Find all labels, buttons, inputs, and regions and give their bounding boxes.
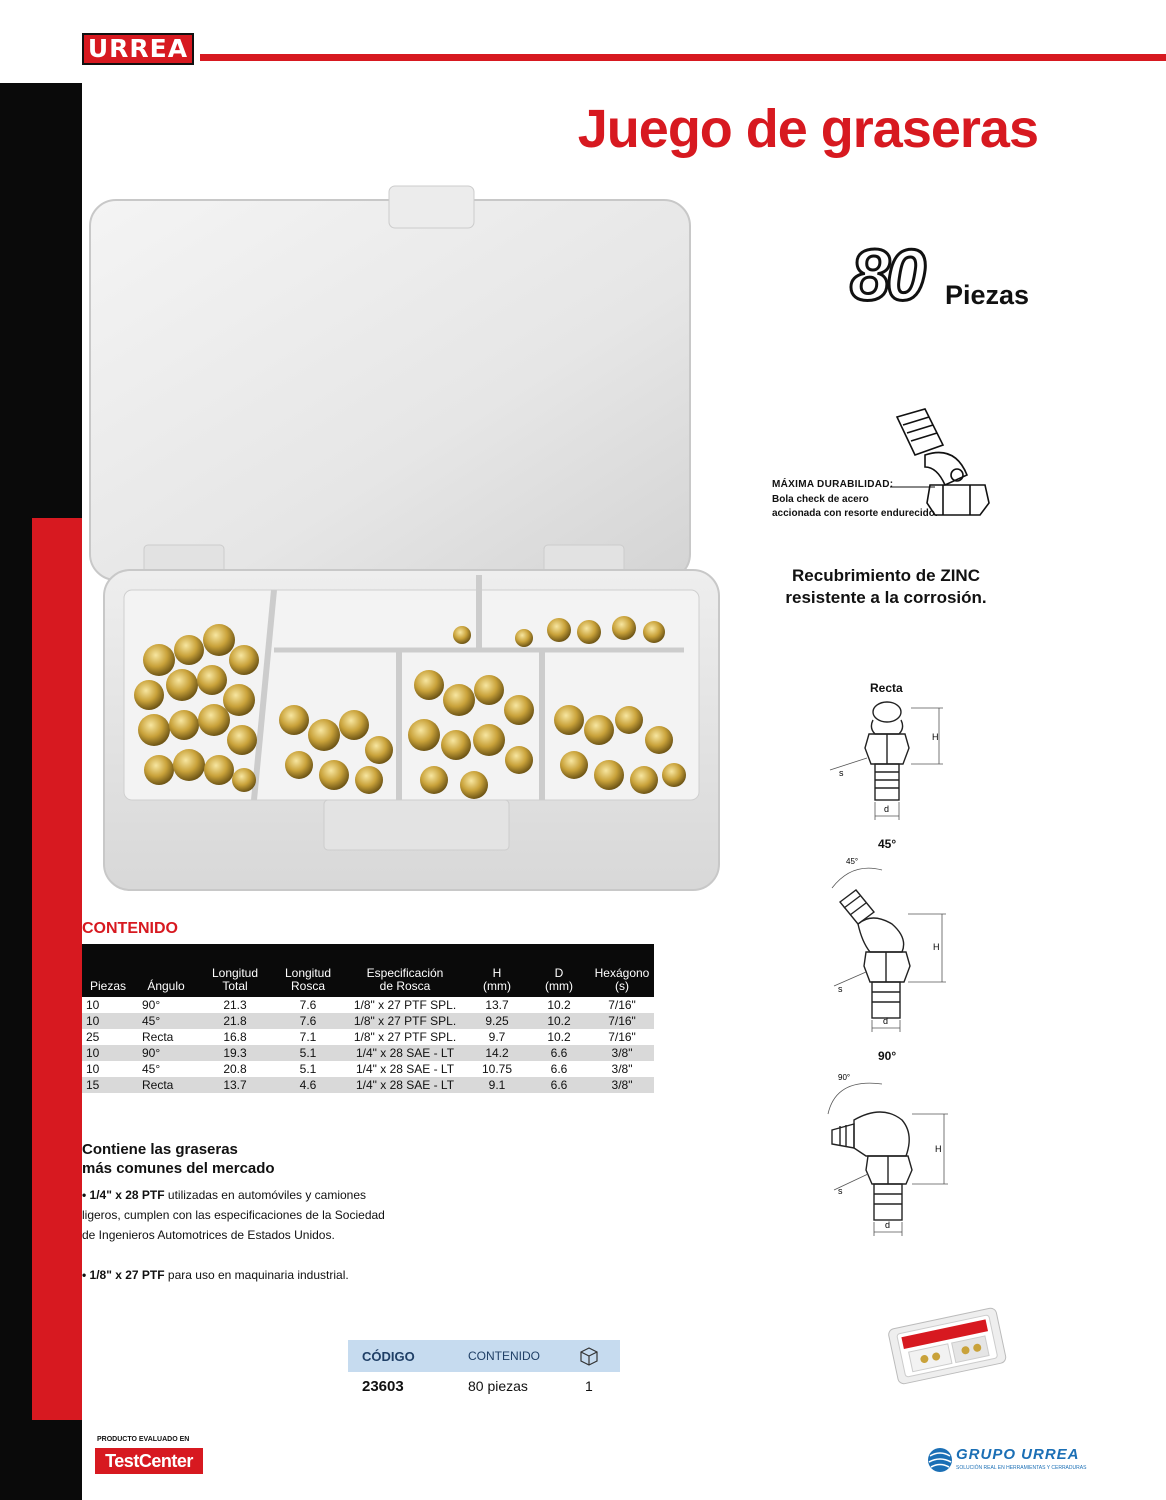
contents-table: [82, 944, 654, 1093]
header-rule: [200, 54, 1166, 61]
table-row: [82, 997, 654, 1013]
cell: 10.75: [466, 1061, 528, 1077]
col-total-length: Longitud Total: [198, 944, 272, 997]
cell: 3/8": [590, 1061, 654, 1077]
cell: 9.25: [466, 1013, 528, 1029]
cell: 10: [82, 1013, 134, 1029]
bullet-1-line-3: de Ingenieros Automotrices de Estados Unidos.: [82, 1228, 335, 1242]
cell: 45°: [134, 1061, 198, 1077]
cell: 25: [82, 1029, 134, 1045]
order-code-value: 23603: [362, 1378, 404, 1395]
cell: 6.6: [528, 1077, 590, 1093]
cell: Recta: [134, 1029, 198, 1045]
order-qty-value: 1: [585, 1378, 593, 1394]
cell: 45°: [134, 1013, 198, 1029]
table-row: [82, 1013, 654, 1029]
urrea-logo: URREA: [87, 34, 189, 63]
straight-h-label: H: [932, 732, 939, 742]
cell: 16.8: [198, 1029, 272, 1045]
cell: 9.7: [466, 1029, 528, 1045]
side-bar-red: [32, 518, 82, 1420]
col-thread-length: Longitud Rosca: [272, 944, 344, 997]
cell: 6.6: [528, 1045, 590, 1061]
cell: 6.6: [528, 1061, 590, 1077]
cell: 21.3: [198, 997, 272, 1013]
straight-fitting-diagram: [825, 698, 955, 828]
cell: 7/16": [590, 1013, 654, 1029]
order-code-header: CÓDIGO: [362, 1349, 415, 1364]
cell: 13.7: [198, 1077, 272, 1093]
table-row: [82, 1029, 654, 1045]
diagram-45-label: 45°: [878, 837, 897, 851]
col-thread-spec: Especificación de Rosca: [344, 944, 466, 997]
cell: 5.1: [272, 1045, 344, 1061]
cell: Recta: [134, 1077, 198, 1093]
page-title: Juego de graseras: [577, 99, 1038, 159]
angle45-h-label: H: [933, 942, 940, 952]
grupo-urrea-globe-icon: [926, 1446, 954, 1474]
cell: 1/8" x 27 PTF SPL.: [344, 1013, 466, 1029]
angle45-s-label: s: [838, 984, 843, 994]
evaluated-label: PRODUCTO EVALUADO EN: [97, 1436, 190, 1443]
order-content-header: CONTENIDO: [468, 1349, 540, 1363]
angle90-h-label: H: [935, 1144, 942, 1154]
col-d: D (mm): [528, 944, 590, 997]
angle90-d-label: d: [885, 1220, 891, 1230]
grupo-urrea-tagline: SOLUCIÓN REAL EN HERRAMIENTAS Y CERRADURAS: [956, 1465, 1087, 1471]
cell: 7/16": [590, 997, 654, 1013]
table-row: [82, 1045, 654, 1061]
pieces-label: Piezas: [945, 280, 1030, 310]
cell: 15: [82, 1077, 134, 1093]
cell: 1/4" x 28 SAE - LT: [344, 1045, 466, 1061]
col-h: H (mm): [466, 944, 528, 997]
cell: 10.2: [528, 1013, 590, 1029]
cell: 10: [82, 1061, 134, 1077]
bullet-1-line-2: ligeros, cumplen con las especificaciones de la Sociedad: [82, 1208, 385, 1222]
bullet-1-line-1: • 1/4" x 28 PTF utilizadas en automóviles y camiones: [82, 1188, 367, 1202]
cell: 13.7: [466, 997, 528, 1013]
angle90-fitting-diagram: [822, 1064, 957, 1239]
diagram-straight-label: Recta: [870, 681, 903, 695]
angle90-s-label: s: [838, 1186, 843, 1196]
col-pieces: Piezas: [82, 944, 134, 997]
straight-d-label: d: [884, 804, 890, 814]
cell: 14.2: [466, 1045, 528, 1061]
cell: 7.6: [272, 1013, 344, 1029]
diagram-90-label: 90°: [878, 1049, 897, 1063]
angle45-d-label: d: [883, 1016, 889, 1026]
contents-heading: CONTENIDO: [82, 920, 178, 937]
table-header-row: [82, 944, 654, 997]
cell: 10: [82, 1045, 134, 1061]
cell: 21.8: [198, 1013, 272, 1029]
cell: 7.6: [272, 997, 344, 1013]
cell: 10: [82, 997, 134, 1013]
durability-text-1: Bola check de acero: [772, 494, 869, 505]
box-icon: [578, 1346, 600, 1366]
packaged-product-image: [882, 1300, 1012, 1390]
cell: 10.2: [528, 997, 590, 1013]
cell: 20.8: [198, 1061, 272, 1077]
cell: 5.1: [272, 1061, 344, 1077]
grupo-urrea-logo: GRUPO URREA: [956, 1446, 1080, 1463]
table-row: [82, 1077, 654, 1093]
cell: 19.3: [198, 1045, 272, 1061]
angle90-angle-label: 90°: [838, 1073, 851, 1082]
pieces-count: 80: [850, 236, 923, 316]
cell: 10.2: [528, 1029, 590, 1045]
cell: 90°: [134, 997, 198, 1013]
angle45-fitting-diagram: [822, 852, 957, 1032]
col-hex: Hexágono (s): [590, 944, 654, 997]
durability-title: MÁXIMA DURABILIDAD:: [772, 479, 894, 490]
straight-s-label: s: [839, 768, 844, 778]
cell: 7/16": [590, 1029, 654, 1045]
testcenter-logo: TestCenter: [105, 1451, 193, 1471]
durability-text-2: accionada con resorte endurecido.: [772, 508, 938, 519]
order-content-value: 80 piezas: [468, 1378, 528, 1394]
col-angle: Ángulo: [134, 944, 198, 997]
cell: 4.6: [272, 1077, 344, 1093]
zinc-coating-text-1: Recubrimiento de ZINC: [792, 566, 980, 585]
angle45-angle-label: 45°: [846, 857, 859, 866]
cell: 7.1: [272, 1029, 344, 1045]
cell: 90°: [134, 1045, 198, 1061]
cell: 3/8": [590, 1045, 654, 1061]
product-case-image: [84, 180, 724, 900]
fitting-cutaway-icon: [885, 405, 995, 520]
bullet-2: • 1/8" x 27 PTF para uso en maquinaria industrial.: [82, 1268, 349, 1282]
cell: 3/8": [590, 1077, 654, 1093]
cell: 1/4" x 28 SAE - LT: [344, 1077, 466, 1093]
table-row: [82, 1061, 654, 1077]
zinc-coating-text-2: resistente a la corrosión.: [785, 588, 987, 607]
description-heading-1: Contiene las graseras: [82, 1141, 238, 1158]
cell: 1/4" x 28 SAE - LT: [344, 1061, 466, 1077]
cell: 1/8" x 27 PTF SPL.: [344, 997, 466, 1013]
description-heading-2: más comunes del mercado: [82, 1160, 275, 1177]
cell: 1/8" x 27 PTF SPL.: [344, 1029, 466, 1045]
cell: 9.1: [466, 1077, 528, 1093]
